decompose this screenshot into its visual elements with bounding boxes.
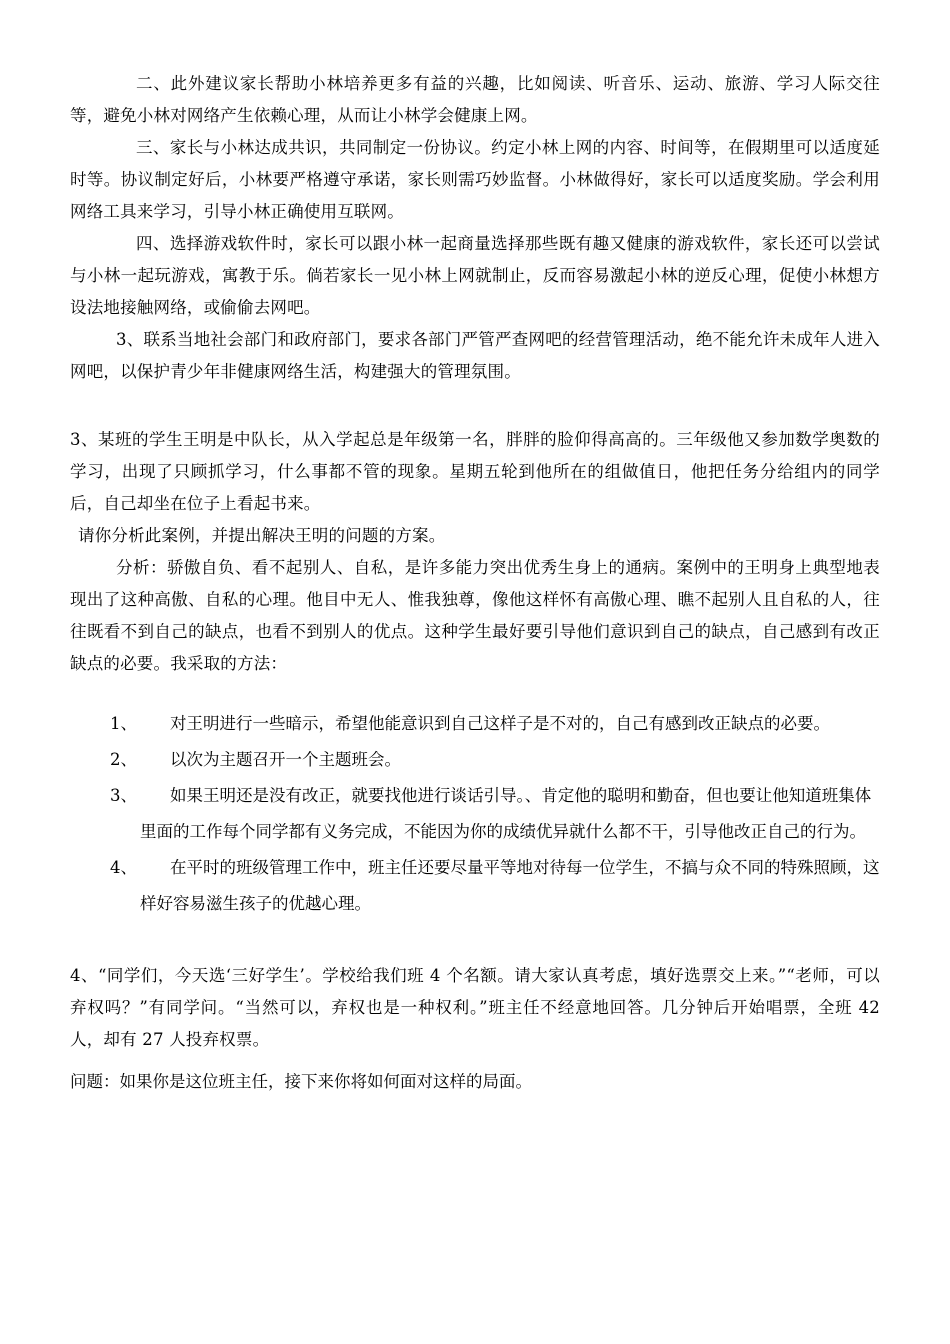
case3-intro: 3、某班的学生王明是中队长，从入学起总是年级第一名，胖胖的脸仰得高高的。三年级他又参加数学奥数的学习，出现了只顾抓学习，什么事都不管的现象。星期五轮到他所在的组做值日，他把任务分给组内的同学后，自己却坐在位子上看起书来。	[70, 430, 880, 513]
list-item	[70, 706, 880, 742]
case3-steps-list	[70, 706, 880, 922]
list-item-number: 4、	[110, 858, 137, 877]
list-item-text: 如果王明还是没有改正，就要找他进行谈话引导。、肯定他的聪明和勤奋，但也要让他知道班集体里面的工作每个同学都有义务完成，不能因为你的成绩优异就什么都不干，引导他改正自己的行为。	[140, 786, 872, 841]
spacer	[70, 680, 880, 706]
list-item-number: 3、	[110, 786, 137, 805]
paragraph-suggestion-4: 四、选择游戏软件时，家长可以跟小林一起商量选择那些既有趣又健康的游戏软件，家长还可以尝试与小林一起玩游戏，寓教于乐。倘若家长一见小林上网就制止，反而容易激起小林的逆反心理，促使小林想方设法地接触网络，或偷偷去网吧。	[70, 234, 880, 317]
spacer	[70, 922, 880, 960]
list-item-text: 以次为主题召开一个主题班会。	[170, 750, 401, 769]
list-item	[70, 850, 880, 922]
case3-prompt: 请你分析此案例，并提出解决王明的问题的方案。	[78, 526, 446, 545]
list-item-number: 1、	[110, 714, 137, 733]
paragraph-suggestion-3: 三、家长与小林达成共识，共同制定一份协议。约定小林上网的内容、时间等，在假期里可以适度延时等。协议制定好后，小林要严格遵守承诺，家长则需巧妙监督。小林做得好，家长可以适度奖励。学会利用网络工具来学习，引导小林正确使用互联网。	[70, 138, 880, 221]
case3-analysis: 分析：骄傲自负、看不起别人、自私，是许多能力突出优秀生身上的通病。案例中的王明身上典型地表现出了这种高傲、自私的心理。他目中无人、惟我独尊，像他这样怀有高傲心理、瞧不起别人且自私的人，往往既看不到自己的缺点，也看不到别人的优点。这种学生最好要引导他们意识到自己的缺点，自己感到有改正缺点的必要。我采取的方法：	[70, 558, 880, 673]
paragraph-community-measure: 3、联系当地社会部门和政府部门，要求各部门严管严查网吧的经营管理活动，绝不能允许未成年人进入网吧，以保护青少年非健康网络生活，构建强大的管理氛围。	[70, 330, 880, 381]
list-item	[70, 742, 880, 778]
paragraph-suggestion-2: 二、此外建议家长帮助小林培养更多有益的兴趣，比如阅读、听音乐、运动、旅游、学习人际交往等，避免小林对网络产生依赖心理，从而让小林学会健康上网。	[70, 74, 880, 125]
list-item-text: 在平时的班级管理工作中，班主任还要尽量平等地对待每一位学生，不搞与众不同的特殊照顾，这样好容易滋生孩子的优越心理。	[140, 858, 880, 913]
list-item-text: 对王明进行一些暗示，希望他能意识到自己这样子是不对的，自己有感到改正缺点的必要。	[170, 714, 830, 733]
spacer	[70, 388, 880, 424]
case4-question: 问题：如果你是这位班主任，接下来你将如何面对这样的局面。	[70, 1072, 532, 1091]
list-item	[70, 778, 880, 850]
document-page	[70, 68, 880, 1115]
case4-intro: 4、“同学们，今天选‘三好学生’。学校给我们班 4 个名额。请大家认真考虑，填好选票交上来。”“老师，可以弃权吗？”有同学问。“当然可以，弃权也是一种权利。”班主任不经意地回答。几分钟后开始唱票，全班 42 人，却有 27 人投弃权票。	[70, 966, 880, 1049]
list-item-number: 2、	[110, 750, 137, 769]
